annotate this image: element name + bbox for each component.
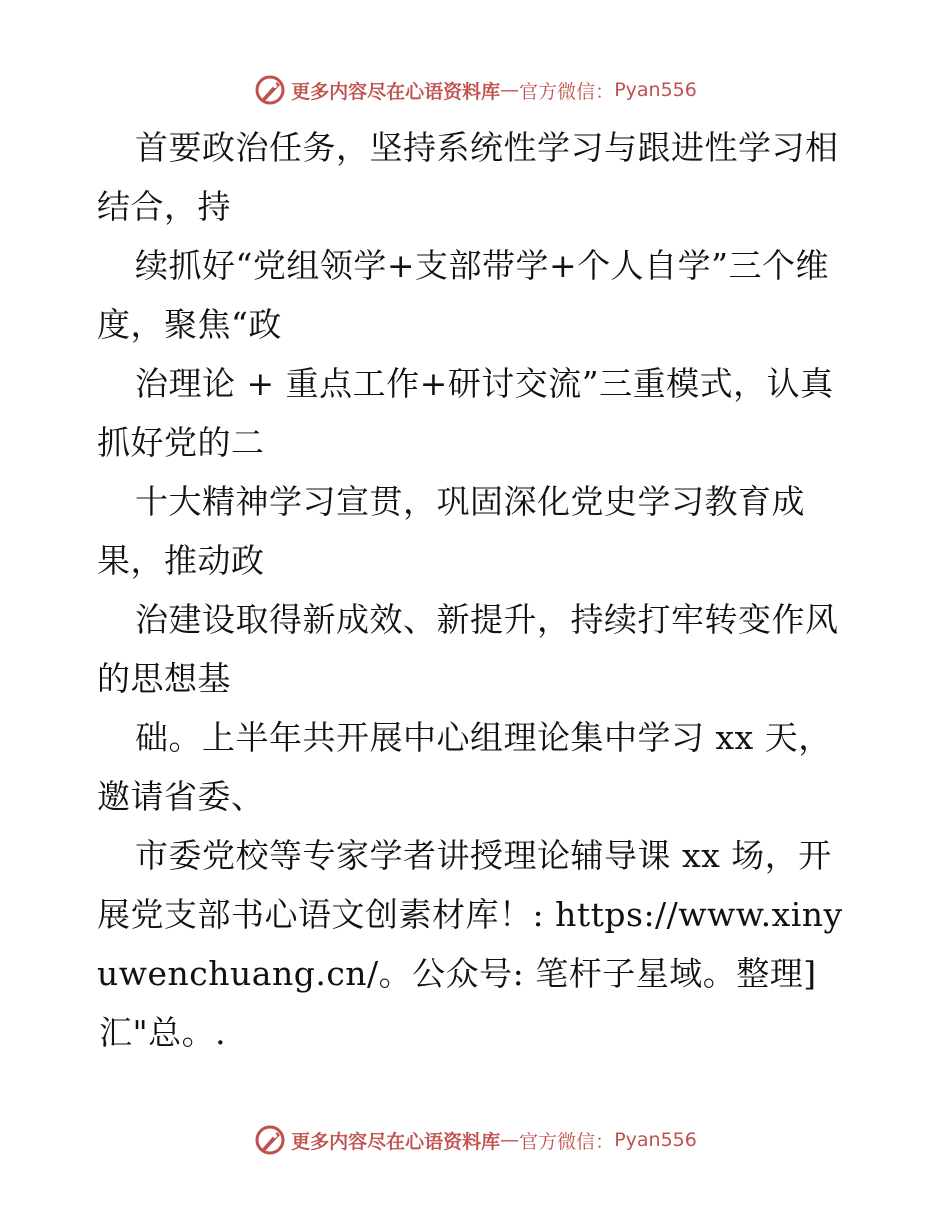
document-body	[97, 118, 857, 1062]
body-line: 续抓好“党组领学+支部带学+个人自学”三个维	[135, 246, 830, 285]
body-line: 市委党校等专家学者讲授理论辅导课 xx 场，开	[135, 836, 832, 875]
banner-wechat-label: 官方微信：	[519, 1130, 615, 1153]
body-line: 首要政治任务，坚持系统性学习与跟进性学习相	[135, 128, 839, 167]
body-line: 础。上半年共开展中心组理论集中学习 xx 天，	[135, 718, 832, 757]
body-line: uwenchuang.cn/。公众号: 笔杆子星域。整理]	[97, 954, 817, 993]
banner-wechat-id: Pyan556	[614, 1129, 697, 1151]
body-line: 度，聚焦“政	[97, 305, 282, 344]
footer-banner	[0, 1120, 950, 1160]
banner-separator: —	[500, 1129, 520, 1151]
body-line: 治理论 + 重点工作+研讨交流”三重模式，认真	[135, 364, 834, 403]
body-line: 果，推动政	[97, 541, 265, 580]
body-line: 治建设取得新成效、新提升，持续打牢转变作风	[135, 600, 839, 639]
banner-wechat-id: Pyan556	[614, 79, 697, 101]
banner-main-text: 更多内容尽在心语资料库	[291, 80, 501, 103]
pen-nib-logo-icon	[253, 73, 287, 107]
body-line: 十大精神学习宣贯，巩固深化党史学习教育成	[135, 482, 805, 521]
banner-separator: —	[500, 79, 520, 101]
header-banner	[0, 70, 950, 110]
body-line: 汇"总。.	[99, 1013, 227, 1052]
body-line: 抓好党的二	[97, 423, 265, 462]
banner-wechat-label: 官方微信：	[519, 80, 615, 103]
body-line: 展党支部书心语文创素材库！: https://www.xiny	[97, 895, 843, 934]
body-line: 邀请省委、	[97, 777, 265, 816]
body-line: 结合，持	[97, 187, 231, 226]
pen-nib-logo-icon	[253, 1123, 287, 1157]
banner-main-text: 更多内容尽在心语资料库	[291, 1130, 501, 1153]
body-line: 的思想基	[97, 659, 231, 698]
